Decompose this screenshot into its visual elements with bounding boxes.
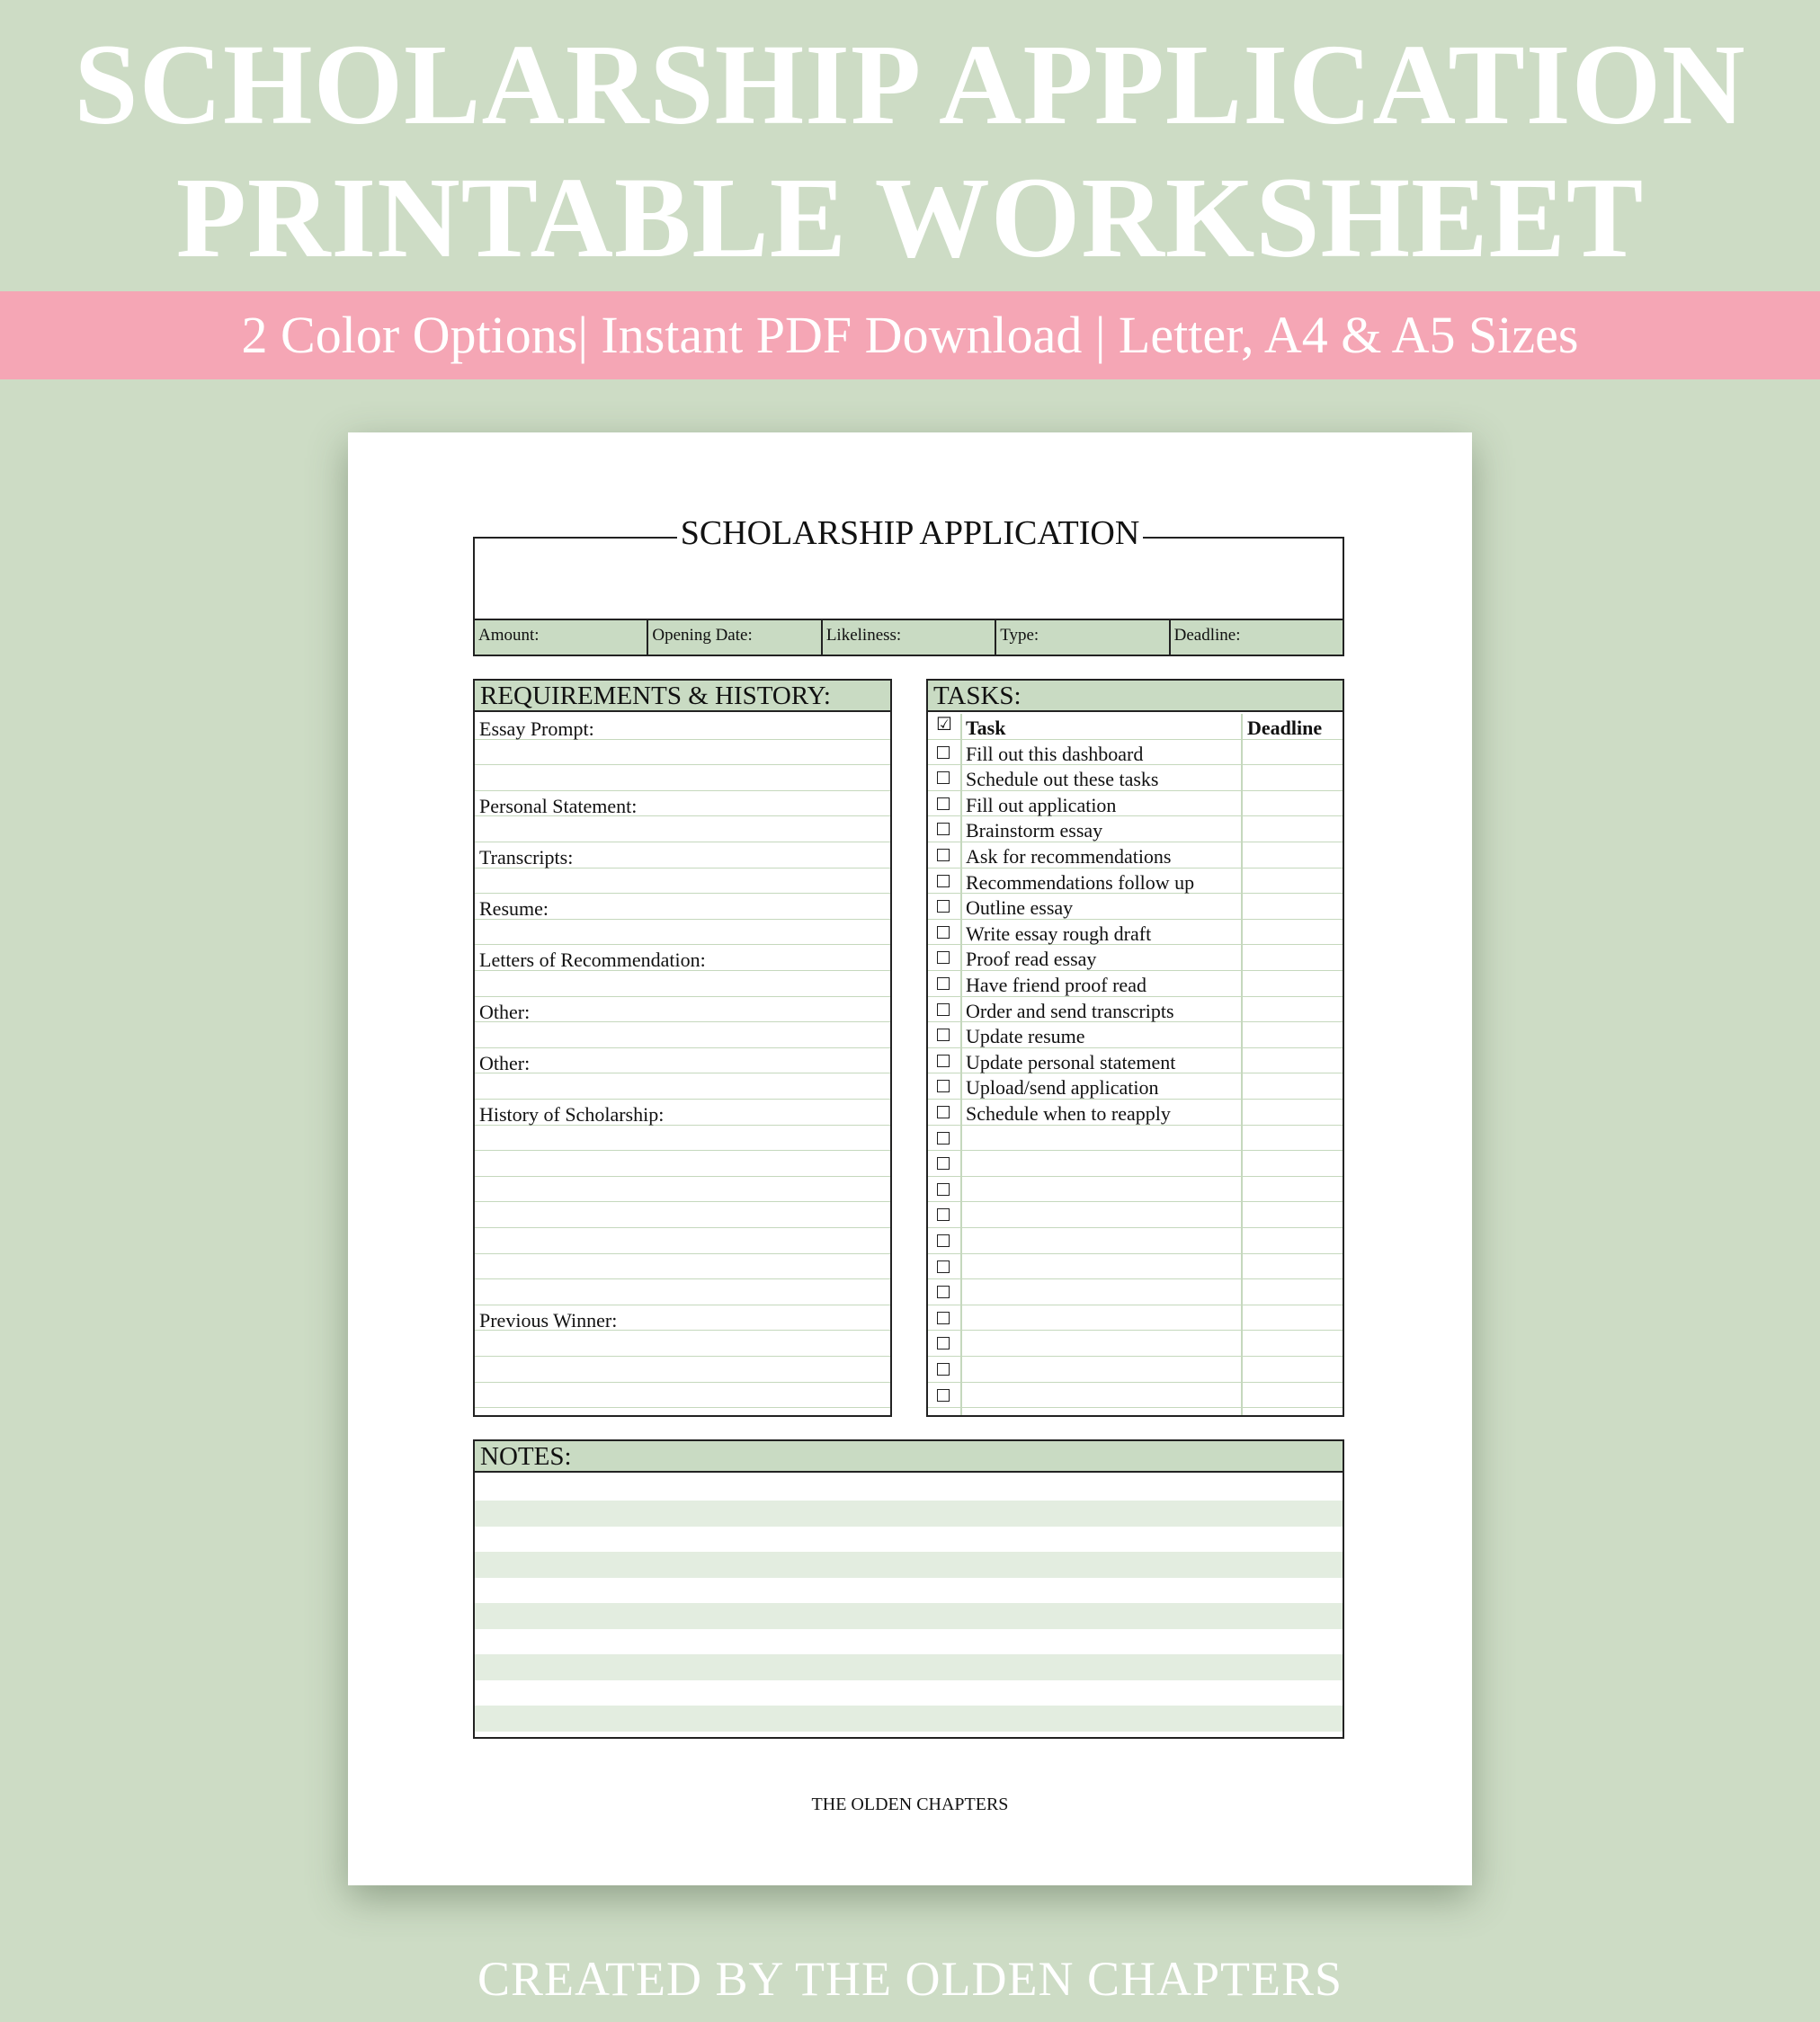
requirements-row[interactable] (475, 868, 890, 895)
task-row (928, 920, 1343, 946)
type-field[interactable]: Type: (996, 620, 1170, 655)
requirements-row-label: Resume: (479, 897, 549, 921)
requirements-row[interactable] (475, 920, 890, 946)
requirements-row[interactable] (475, 1279, 890, 1305)
task-row (928, 740, 1343, 766)
amount-field[interactable]: Amount: (475, 620, 648, 655)
requirements-row[interactable] (475, 1022, 890, 1048)
task-row (928, 1048, 1343, 1074)
opening-date-field[interactable]: Opening Date: (648, 620, 822, 655)
task-row (928, 1177, 1343, 1203)
worksheet-title-text: SCHOLARSHIP APPLICATION (677, 514, 1144, 552)
task-checkbox[interactable] (937, 1080, 950, 1092)
task-row (928, 842, 1343, 868)
requirements-row[interactable] (475, 816, 890, 842)
requirements-row[interactable] (475, 1073, 890, 1100)
task-label: Outline essay (966, 896, 1074, 920)
requirements-row[interactable] (475, 1254, 890, 1280)
requirements-row[interactable] (475, 1305, 890, 1332)
requirements-row[interactable] (475, 1202, 890, 1228)
worksheet-title (348, 513, 1472, 553)
meta-fields-row (473, 619, 1344, 656)
notes-line (475, 1706, 1343, 1732)
tasks-heading: TASKS: (928, 681, 1343, 712)
task-label: Proof read essay (966, 948, 1097, 971)
requirements-row[interactable] (475, 714, 890, 740)
task-row (928, 868, 1343, 895)
task-checkbox[interactable] (937, 1157, 950, 1170)
notes-panel[interactable] (473, 1439, 1344, 1739)
task-row (928, 1100, 1343, 1126)
task-row (928, 1126, 1343, 1152)
task-row (928, 945, 1343, 971)
task-row (928, 1305, 1343, 1332)
requirements-row-label: Other: (479, 1051, 531, 1074)
task-row (928, 997, 1343, 1023)
hero-title-line2: PRINTABLE WORKSHEET (175, 154, 1645, 281)
task-checkbox[interactable] (937, 1286, 950, 1298)
notes-line (475, 1501, 1343, 1527)
task-checkbox[interactable] (937, 1106, 950, 1118)
requirements-row[interactable] (475, 1383, 890, 1409)
requirements-row[interactable] (475, 765, 890, 791)
deadline-field[interactable]: Deadline: (1173, 626, 1241, 645)
task-row (928, 1228, 1343, 1254)
task-row (928, 816, 1343, 842)
task-checkbox[interactable] (937, 1208, 950, 1221)
task-label: Recommendations follow up (966, 870, 1195, 894)
requirements-row[interactable] (475, 842, 890, 868)
worksheet-page (348, 432, 1472, 1885)
task-label: Update personal statement (966, 1050, 1176, 1073)
requirements-heading: REQUIREMENTS & HISTORY: (475, 681, 890, 712)
task-row (928, 1383, 1343, 1409)
task-checkbox[interactable] (937, 977, 950, 990)
task-row (928, 1357, 1343, 1383)
requirements-row-label: Personal Statement: (479, 794, 638, 817)
requirements-row[interactable] (475, 1177, 890, 1203)
task-label: Write essay rough draft (966, 922, 1152, 945)
task-checkbox[interactable] (937, 823, 950, 835)
task-row (928, 1202, 1343, 1228)
requirements-row[interactable] (475, 740, 890, 766)
task-checkbox[interactable] (937, 1389, 950, 1402)
brand-footer: THE OLDEN CHAPTERS (811, 1795, 1009, 1814)
likeliness-field[interactable]: Likeliness: (823, 620, 996, 655)
requirements-row-label: Letters of Recommendation: (479, 949, 706, 972)
task-checkbox[interactable] (937, 900, 950, 913)
requirements-row-label: Previous Winner: (479, 1308, 618, 1332)
task-label: Have friend proof read (966, 974, 1146, 996)
requirements-row-label: History of Scholarship: (479, 1103, 665, 1126)
requirements-panel (473, 679, 892, 1417)
requirements-row[interactable] (475, 997, 890, 1023)
requirements-row-label: Transcripts: (479, 846, 574, 868)
task-row (928, 1254, 1343, 1280)
task-label: Update resume (966, 1025, 1085, 1048)
task-checkbox[interactable] (937, 1260, 950, 1273)
requirements-row[interactable] (475, 894, 890, 920)
task-checkbox[interactable] (937, 875, 950, 887)
credit-line: CREATED BY THE OLDEN CHAPTERS (477, 1952, 1343, 2006)
requirements-row[interactable] (475, 1100, 890, 1126)
requirements-row[interactable] (475, 1048, 890, 1074)
task-checkbox[interactable] (937, 746, 950, 759)
task-label: Upload/send application (966, 1076, 1159, 1100)
task-checkbox[interactable] (937, 1183, 950, 1196)
task-label: Fill out this dashboard (966, 742, 1144, 765)
task-checkbox[interactable] (937, 849, 950, 861)
task-checkbox[interactable] (937, 1055, 950, 1067)
checkbox-checked-icon: ☑ (936, 715, 952, 735)
task-checkbox[interactable] (937, 1337, 950, 1349)
requirements-row-label: Other: (479, 1000, 531, 1023)
task-checkbox[interactable] (937, 797, 950, 810)
task-label: Order and send transcripts (966, 999, 1174, 1022)
requirements-row[interactable] (475, 791, 890, 817)
deadline-column-header: Deadline (1247, 717, 1323, 739)
task-row (928, 1151, 1343, 1177)
task-checkbox[interactable] (937, 1029, 950, 1041)
requirements-row[interactable] (475, 971, 890, 997)
task-checkbox[interactable] (937, 1234, 950, 1247)
task-row (928, 1279, 1343, 1305)
requirements-row[interactable] (475, 1357, 890, 1383)
requirements-row[interactable] (475, 945, 890, 971)
notes-line (475, 1552, 1343, 1578)
task-row (928, 1073, 1343, 1100)
tasks-panel (926, 679, 1344, 1417)
task-row (928, 1022, 1343, 1048)
task-column-header: Task (966, 717, 1006, 739)
task-label: Fill out application (966, 793, 1117, 816)
task-label: Brainstorm essay (966, 819, 1103, 842)
task-row (928, 894, 1343, 920)
task-checkbox[interactable] (937, 926, 950, 939)
task-checkbox[interactable] (937, 951, 950, 964)
task-label: Ask for recommendations (966, 845, 1172, 868)
notes-heading: NOTES: (475, 1441, 1343, 1473)
task-checkbox[interactable] (937, 1363, 950, 1376)
hero-title-line1: SCHOLARSHIP APPLICATION (74, 21, 1746, 148)
requirements-row[interactable] (475, 1228, 890, 1254)
requirements-row-label: Essay Prompt: (479, 717, 594, 740)
task-checkbox[interactable] (937, 1132, 950, 1145)
requirements-row[interactable] (475, 1126, 890, 1152)
tasks-header-row (928, 714, 1343, 740)
features-band: 2 Color Options| Instant PDF Download | Letter, A4 & A5 Sizes (0, 291, 1820, 379)
notes-line (475, 1654, 1343, 1680)
task-row (928, 971, 1343, 997)
requirements-row[interactable] (475, 1151, 890, 1177)
task-row (928, 1331, 1343, 1357)
task-row (928, 791, 1343, 817)
task-checkbox[interactable] (937, 771, 950, 784)
notes-line (475, 1603, 1343, 1629)
task-label: Schedule when to reapply (966, 1102, 1171, 1125)
requirements-row[interactable] (475, 1331, 890, 1357)
task-row (928, 765, 1343, 791)
task-checkbox[interactable] (937, 1312, 950, 1324)
task-checkbox[interactable] (937, 1003, 950, 1016)
task-label: Schedule out these tasks (966, 768, 1159, 791)
